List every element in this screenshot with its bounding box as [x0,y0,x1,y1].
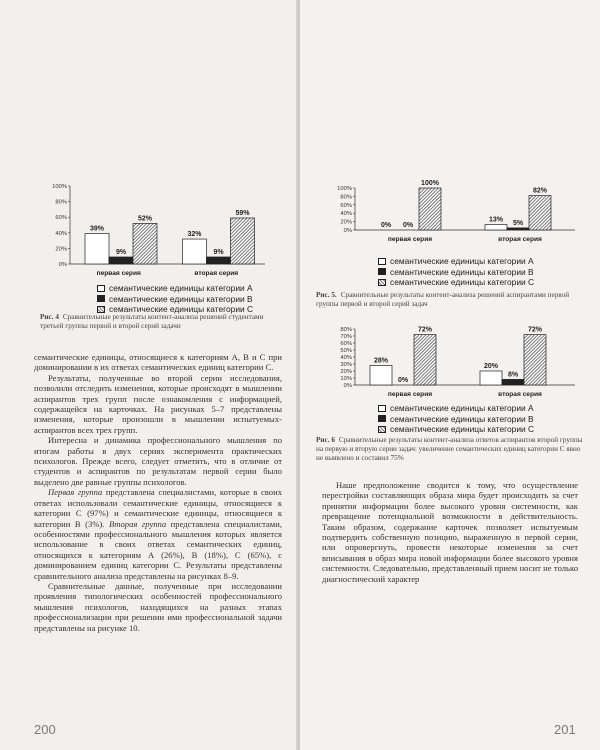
legend-swatch-c [378,279,386,286]
legend-swatch-b [378,268,386,275]
y-tick-label: 30% [340,362,352,368]
right-page [300,0,600,750]
figure-4-chart [40,180,280,277]
y-tick-label: 50% [340,348,352,354]
y-tick-label: 80% [340,194,352,201]
data-label: 32% [187,231,202,239]
left-paragraph-2: Результаты, полученные во второй серии исследования, позволили отследить изменения, которые происходят в мышлении аспирантов трех групп после ознакомления с информацией, содержащейся на карточках. На рисунках 5–7 представлены изменения, которые произошли в мышлении испытуемых-аспирантов всех трех групп. [34,372,282,435]
data-label: 0% [397,377,409,384]
legend-label-b: семантические единицы категории В [109,293,253,304]
bar [485,225,507,230]
bar [183,239,207,264]
data-label: 9% [213,248,224,256]
figure-6-legend [378,403,534,435]
page-number-left: 200 [34,722,56,737]
legend-item-a [378,256,534,267]
y-tick-label: 40% [340,355,352,361]
bar [207,257,231,264]
figure-6-label: Рис. 6 [316,436,335,444]
left-body-text [34,352,282,633]
legend-label-a: семантические единицы категории А [109,283,253,294]
figure-4-label: Рис. 4 [40,313,59,321]
figure-4-text: Сравнительные результаты контент-анализа решений студентами третьей группы первой и второй серий задачи [40,313,264,330]
bar [370,365,392,385]
legend-label-b: семантические единицы категории В [390,266,534,277]
first-group-text: представлена специалистами, которые в своих ответах использовали семантические единицы, относящиеся к категории С (97%) и семантические единицы, относящиеся к категории В (3%). [34,487,282,529]
legend-label-b: семантические единицы категории В [390,413,534,424]
legend-swatch-b [378,415,386,422]
bar [133,223,157,264]
right-paragraph-1: Наше предположение сводится к тому, что осуществление перестройки составляющих образа мира будет происходить за счет принятия информации более высокого уровня системности, как превращение потенциальной возможности в действительность. Таким образом, содержание карточек позволяет испытуемым подтвердить собственную позицию, выраженную в первой серии, или опровергнуть, провести некоторые изменения за счет вписывания в образ мира новой информации более высокого уровня системности. Следовательно, представленный прием носит не только диагностический характер [322,480,578,584]
figure-6-caption [316,436,586,463]
y-tick-label: 70% [340,334,352,340]
figure-6-plot [325,323,575,413]
legend-swatch-b [97,295,105,302]
data-label: 20% [483,363,499,370]
legend-swatch-a [378,258,386,265]
data-label: 72% [527,326,543,334]
bar [502,379,524,385]
category-label: вторая серия [498,236,542,243]
y-tick-label: 20% [340,369,352,375]
data-label: 8% [507,371,519,379]
bar [231,218,255,264]
data-label: 82% [532,187,548,195]
bar [419,188,441,230]
left-paragraph-3: Интересна и динамика профессионального мышления по итогам работы в двух сериях эксперимента практических психологов. Прежде всего, следует отметить, что в отличие от студентов и аспирантов по результатам первой серии было выделено две равные группы психологов. [34,435,282,487]
legend-item-a [97,283,253,294]
y-tick-label: 40% [340,211,352,218]
right-body-text [322,480,578,584]
category-label: первая серия [96,270,141,277]
legend-label-c: семантические единицы категории С [390,424,535,435]
data-label: 52% [137,215,153,223]
bar [109,257,133,264]
second-group-text: представлена специалистами, особенностями профессионального мышления которых является использование в своих ответах семантических единиц, относящихся к категориям А (26%), В (18%), С (65%), с доминированием единиц категории С. Результаты представлены сравнительного анализа представлены на рисунках 8–9. [34,518,282,581]
category-label: первая серия [387,391,433,398]
y-tick-label: 60% [55,215,67,222]
legend-label-c: семантические единицы категории С [390,277,535,288]
legend-item-b [378,267,534,278]
y-tick-label: 80% [55,199,67,206]
figure-5-legend [378,256,534,288]
y-tick-label: 10% [340,376,352,382]
legend-item-c [378,277,534,288]
figure-5-plot [325,182,575,254]
figure-5-text: Сравнительные результаты контент-анализа решений аспирантами первой группы первой и второй серий задач [316,291,570,308]
legend-label-c: семантические единицы категории С [109,304,254,315]
data-label: 13% [488,216,504,224]
data-label: 72% [417,326,433,334]
data-label: 0% [380,222,392,229]
figure-4-legend [97,283,253,315]
y-tick-label: 100% [337,186,352,192]
bar [529,196,551,230]
page-number-right: 201 [554,722,576,737]
legend-item-a [378,403,534,414]
data-label: 100% [421,180,439,187]
legend-item-b [378,414,534,425]
y-tick-label: 80% [340,327,352,333]
bar [480,371,502,385]
figure-4-caption [40,313,280,331]
figure-6-text: Сравнительные результаты контент-анализа ответов аспирантов второй группы на первую и вторую серии задач: увеличение семантических единиц категории С явно не выявлено и составил 75% [316,436,583,462]
category-label: вторая серия [498,391,542,398]
legend-swatch-a [97,285,105,292]
left-paragraph-1: семантические единицы, относящиеся к категориям А, В и С при доминировании в их ответах семантических единиц категории С. [34,352,282,373]
legend-label-a: семантические единицы категории А [390,403,534,414]
data-label: 59% [235,209,250,217]
figure-4-plot [40,180,280,277]
data-label: 28% [373,357,389,365]
legend-item-b [97,294,253,305]
left-paragraph-5: Сравнительные данные, полученные при исследовании проявления типологических особенностей профессионального мышления психологов, находящихся на разных этапах профессионализации при решении ими профессиональной задачи представлены на рисунке 10. [34,580,282,633]
y-tick-label: 40% [55,230,67,237]
legend-label-a: семантические единицы категории А [390,256,534,267]
data-label: 9% [115,248,127,256]
figure-6-chart [325,323,575,413]
y-tick-label: 20% [55,246,67,253]
second-group-term: Вторая группа [108,518,167,529]
y-tick-label: 60% [340,341,352,347]
legend-swatch-a [378,405,386,412]
figure-5-caption [316,291,586,309]
legend-swatch-c [97,306,105,313]
y-tick-label: 0% [343,228,352,234]
left-paragraph-4 [34,487,282,581]
figure-5-label: Рис. 5. [316,291,337,299]
y-tick-label: 20% [340,219,352,226]
category-label: первая серия [387,236,433,243]
bar [414,335,436,385]
first-group-term: Первая группа [48,487,103,498]
bar [507,228,529,230]
bar [85,234,109,264]
data-label: 5% [512,219,524,227]
y-tick-label: 100% [52,184,67,190]
legend-item-c [378,424,534,435]
y-tick-label: 0% [58,262,67,268]
figure-5-chart [325,182,575,254]
y-tick-label: 0% [343,383,352,389]
left-page [0,0,298,750]
data-label: 39% [89,225,105,233]
data-label: 0% [402,222,414,229]
legend-swatch-c [378,426,386,433]
y-tick-label: 60% [340,202,352,209]
category-label: вторая серия [194,270,239,277]
bar [524,335,546,385]
